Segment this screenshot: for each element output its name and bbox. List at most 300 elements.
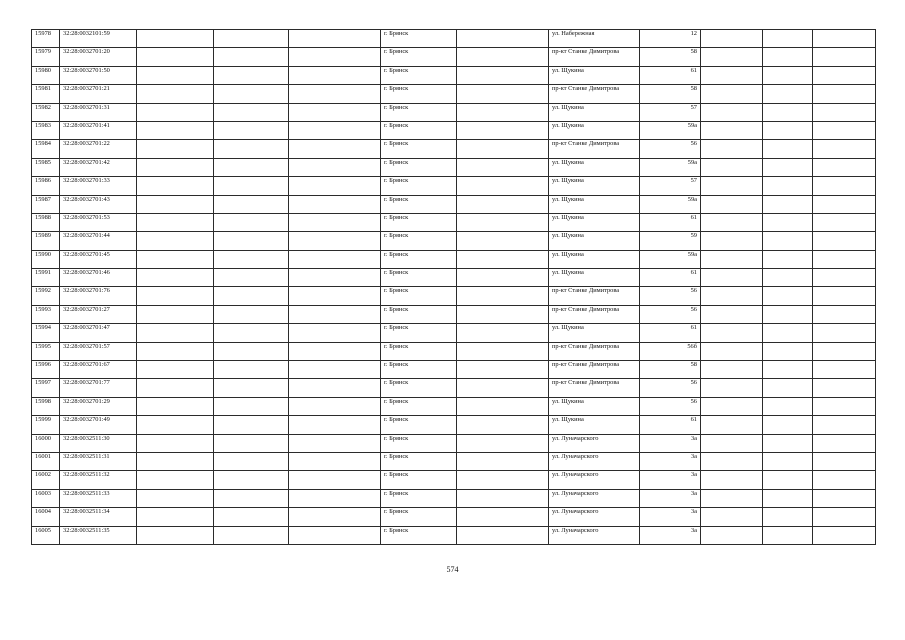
empty-cell (813, 213, 876, 231)
empty-cell (289, 397, 381, 415)
empty-cell (214, 361, 289, 379)
empty-cell (763, 158, 813, 176)
row-number-cell: 15993 (32, 305, 60, 323)
street-cell: ул. Щукина (549, 232, 640, 250)
house-number-cell: 56 (640, 140, 701, 158)
house-number-cell: 12 (640, 30, 701, 48)
city-cell: г. Брянск (381, 471, 457, 489)
cadastral-number-cell: 32:28:0032511:33 (60, 489, 137, 507)
house-number-cell: 56 (640, 305, 701, 323)
empty-cell (137, 30, 214, 48)
table-row (32, 250, 876, 268)
empty-cell (457, 30, 549, 48)
empty-cell (214, 452, 289, 470)
row-number-cell: 15992 (32, 287, 60, 305)
cadastral-number-cell: 32:28:0032701:31 (60, 103, 137, 121)
cadastral-number-cell: 32:28:0032101:59 (60, 30, 137, 48)
row-number-cell: 16003 (32, 489, 60, 507)
table-row (32, 361, 876, 379)
table-row (32, 452, 876, 470)
empty-cell (137, 287, 214, 305)
empty-cell (457, 140, 549, 158)
table-row (32, 232, 876, 250)
empty-cell (137, 177, 214, 195)
cadastral-number-cell: 32:28:0032701:49 (60, 416, 137, 434)
house-number-cell: 58 (640, 48, 701, 66)
table-row (32, 379, 876, 397)
empty-cell (289, 379, 381, 397)
table-row (32, 416, 876, 434)
empty-cell (701, 103, 763, 121)
empty-cell (214, 177, 289, 195)
city-cell: г. Брянск (381, 195, 457, 213)
city-cell: г. Брянск (381, 30, 457, 48)
empty-cell (701, 324, 763, 342)
empty-cell (214, 526, 289, 544)
street-cell: ул. Луначарского (549, 489, 640, 507)
cadastral-number-cell: 32:28:0032511:35 (60, 526, 137, 544)
empty-cell (457, 213, 549, 231)
empty-cell (763, 526, 813, 544)
empty-cell (214, 195, 289, 213)
street-cell: пр-кт Станке Димитрова (549, 85, 640, 103)
row-number-cell: 15989 (32, 232, 60, 250)
empty-cell (214, 287, 289, 305)
empty-cell (137, 324, 214, 342)
city-cell: г. Брянск (381, 324, 457, 342)
empty-cell (457, 287, 549, 305)
empty-cell (813, 342, 876, 360)
cadastral-number-cell: 32:28:0032701:76 (60, 287, 137, 305)
table-body (32, 30, 876, 545)
empty-cell (813, 416, 876, 434)
house-number-cell: 56 (640, 379, 701, 397)
street-cell: пр-кт Станке Димитрова (549, 342, 640, 360)
cadastral-number-cell: 32:28:0032701:42 (60, 158, 137, 176)
row-number-cell: 16004 (32, 508, 60, 526)
house-number-cell: 59а (640, 121, 701, 139)
row-number-cell: 16000 (32, 434, 60, 452)
empty-cell (763, 48, 813, 66)
empty-cell (457, 305, 549, 323)
empty-cell (457, 397, 549, 415)
empty-cell (813, 361, 876, 379)
empty-cell (813, 103, 876, 121)
cadastral-number-cell: 32:28:0032701:29 (60, 397, 137, 415)
street-cell: ул. Щукина (549, 213, 640, 231)
empty-cell (214, 85, 289, 103)
house-number-cell: 57 (640, 103, 701, 121)
table-row (32, 471, 876, 489)
empty-cell (289, 416, 381, 434)
empty-cell (701, 269, 763, 287)
empty-cell (457, 66, 549, 84)
house-number-cell: 61 (640, 416, 701, 434)
empty-cell (457, 177, 549, 195)
table-row (32, 434, 876, 452)
table-row (32, 342, 876, 360)
empty-cell (813, 434, 876, 452)
empty-cell (137, 213, 214, 231)
empty-cell (763, 508, 813, 526)
empty-cell (214, 471, 289, 489)
empty-cell (701, 379, 763, 397)
cadastral-number-cell: 32:28:0032701:27 (60, 305, 137, 323)
cadastral-number-cell: 32:28:0032511:34 (60, 508, 137, 526)
empty-cell (137, 195, 214, 213)
empty-cell (289, 66, 381, 84)
empty-cell (763, 361, 813, 379)
house-number-cell: 56 (640, 287, 701, 305)
city-cell: г. Брянск (381, 213, 457, 231)
empty-cell (701, 140, 763, 158)
empty-cell (813, 66, 876, 84)
house-number-cell: 61 (640, 269, 701, 287)
row-number-cell: 15991 (32, 269, 60, 287)
city-cell: г. Брянск (381, 103, 457, 121)
empty-cell (137, 416, 214, 434)
street-cell: ул. Щукина (549, 397, 640, 415)
empty-cell (813, 195, 876, 213)
empty-cell (137, 452, 214, 470)
row-number-cell: 16002 (32, 471, 60, 489)
row-number-cell: 15990 (32, 250, 60, 268)
street-cell: ул. Щукина (549, 416, 640, 434)
table-row (32, 85, 876, 103)
table-row (32, 140, 876, 158)
city-cell: г. Брянск (381, 305, 457, 323)
empty-cell (289, 489, 381, 507)
street-cell: ул. Щукина (549, 269, 640, 287)
house-number-cell: 59а (640, 158, 701, 176)
city-cell: г. Брянск (381, 158, 457, 176)
empty-cell (701, 213, 763, 231)
house-number-cell: 3а (640, 434, 701, 452)
empty-cell (763, 177, 813, 195)
empty-cell (457, 250, 549, 268)
empty-cell (214, 232, 289, 250)
empty-cell (289, 30, 381, 48)
empty-cell (457, 471, 549, 489)
empty-cell (214, 489, 289, 507)
empty-cell (813, 177, 876, 195)
street-cell: пр-кт Станке Димитрова (549, 361, 640, 379)
empty-cell (289, 121, 381, 139)
empty-cell (137, 434, 214, 452)
city-cell: г. Брянск (381, 452, 457, 470)
row-number-cell: 15999 (32, 416, 60, 434)
row-number-cell: 15988 (32, 213, 60, 231)
street-cell: пр-кт Станке Димитрова (549, 305, 640, 323)
empty-cell (457, 452, 549, 470)
table-row (32, 30, 876, 48)
empty-cell (813, 48, 876, 66)
empty-cell (457, 232, 549, 250)
house-number-cell: 3а (640, 508, 701, 526)
empty-cell (763, 232, 813, 250)
empty-cell (289, 103, 381, 121)
cadastral-number-cell: 32:28:0032701:50 (60, 66, 137, 84)
empty-cell (214, 121, 289, 139)
empty-cell (214, 30, 289, 48)
row-number-cell: 15978 (32, 30, 60, 48)
empty-cell (289, 85, 381, 103)
row-number-cell: 15998 (32, 397, 60, 415)
street-cell: ул. Луначарского (549, 434, 640, 452)
empty-cell (701, 508, 763, 526)
street-cell: ул. Луначарского (549, 526, 640, 544)
empty-cell (289, 48, 381, 66)
empty-cell (701, 471, 763, 489)
empty-cell (137, 232, 214, 250)
cadastral-number-cell: 32:28:0032701:45 (60, 250, 137, 268)
city-cell: г. Брянск (381, 250, 457, 268)
cadastral-number-cell: 32:28:0032701:67 (60, 361, 137, 379)
empty-cell (289, 195, 381, 213)
empty-cell (763, 269, 813, 287)
row-number-cell: 15983 (32, 121, 60, 139)
empty-cell (457, 361, 549, 379)
empty-cell (813, 30, 876, 48)
cadastral-number-cell: 32:28:0032701:41 (60, 121, 137, 139)
row-number-cell: 15994 (32, 324, 60, 342)
row-number-cell: 15997 (32, 379, 60, 397)
table-row (32, 177, 876, 195)
empty-cell (763, 30, 813, 48)
empty-cell (137, 48, 214, 66)
empty-cell (763, 397, 813, 415)
empty-cell (701, 434, 763, 452)
city-cell: г. Брянск (381, 48, 457, 66)
cadastral-number-cell: 32:28:0032511:30 (60, 434, 137, 452)
empty-cell (289, 361, 381, 379)
empty-cell (289, 158, 381, 176)
empty-cell (701, 66, 763, 84)
empty-cell (701, 85, 763, 103)
empty-cell (457, 121, 549, 139)
city-cell: г. Брянск (381, 526, 457, 544)
empty-cell (214, 342, 289, 360)
street-cell: ул. Щукина (549, 177, 640, 195)
empty-cell (763, 121, 813, 139)
empty-cell (701, 526, 763, 544)
table-row (32, 324, 876, 342)
cadastral-number-cell: 32:28:0032701:47 (60, 324, 137, 342)
empty-cell (813, 287, 876, 305)
empty-cell (137, 85, 214, 103)
empty-cell (289, 232, 381, 250)
empty-cell (137, 397, 214, 415)
city-cell: г. Брянск (381, 121, 457, 139)
empty-cell (289, 342, 381, 360)
empty-cell (813, 158, 876, 176)
street-cell: ул. Луначарского (549, 508, 640, 526)
city-cell: г. Брянск (381, 342, 457, 360)
row-number-cell: 16005 (32, 526, 60, 544)
house-number-cell: 3а (640, 471, 701, 489)
house-number-cell: 58 (640, 85, 701, 103)
empty-cell (701, 397, 763, 415)
table-row (32, 48, 876, 66)
empty-cell (813, 85, 876, 103)
cadastral-number-cell: 32:28:0032701:20 (60, 48, 137, 66)
empty-cell (289, 140, 381, 158)
city-cell: г. Брянск (381, 177, 457, 195)
table-row (32, 526, 876, 544)
house-number-cell: 56 (640, 397, 701, 415)
empty-cell (289, 213, 381, 231)
empty-cell (214, 250, 289, 268)
address-table (31, 29, 876, 545)
empty-cell (763, 416, 813, 434)
street-cell: ул. Щукина (549, 195, 640, 213)
cadastral-number-cell: 32:28:0032701:43 (60, 195, 137, 213)
house-number-cell: 56б (640, 342, 701, 360)
empty-cell (137, 140, 214, 158)
row-number-cell: 15980 (32, 66, 60, 84)
empty-cell (457, 324, 549, 342)
empty-cell (813, 397, 876, 415)
house-number-cell: 3а (640, 489, 701, 507)
empty-cell (214, 103, 289, 121)
empty-cell (701, 158, 763, 176)
empty-cell (137, 379, 214, 397)
table-row (32, 213, 876, 231)
empty-cell (214, 324, 289, 342)
empty-cell (763, 324, 813, 342)
table-row (32, 195, 876, 213)
empty-cell (457, 489, 549, 507)
empty-cell (457, 195, 549, 213)
empty-cell (701, 342, 763, 360)
empty-cell (813, 489, 876, 507)
empty-cell (457, 508, 549, 526)
row-number-cell: 16001 (32, 452, 60, 470)
city-cell: г. Брянск (381, 489, 457, 507)
empty-cell (214, 140, 289, 158)
empty-cell (763, 213, 813, 231)
empty-cell (137, 269, 214, 287)
empty-cell (763, 66, 813, 84)
empty-cell (214, 397, 289, 415)
row-number-cell: 15996 (32, 361, 60, 379)
city-cell: г. Брянск (381, 508, 457, 526)
house-number-cell: 61 (640, 324, 701, 342)
empty-cell (137, 158, 214, 176)
empty-cell (289, 287, 381, 305)
city-cell: г. Брянск (381, 397, 457, 415)
row-number-cell: 15995 (32, 342, 60, 360)
house-number-cell: 61 (640, 66, 701, 84)
empty-cell (763, 452, 813, 470)
cadastral-number-cell: 32:28:0032701:77 (60, 379, 137, 397)
empty-cell (701, 452, 763, 470)
empty-cell (763, 489, 813, 507)
empty-cell (289, 250, 381, 268)
house-number-cell: 61 (640, 213, 701, 231)
row-number-cell: 15981 (32, 85, 60, 103)
empty-cell (137, 342, 214, 360)
cadastral-number-cell: 32:28:0032701:22 (60, 140, 137, 158)
city-cell: г. Брянск (381, 66, 457, 84)
row-number-cell: 15986 (32, 177, 60, 195)
empty-cell (214, 305, 289, 323)
empty-cell (763, 103, 813, 121)
street-cell: пр-кт Станке Димитрова (549, 287, 640, 305)
empty-cell (701, 287, 763, 305)
table-row (32, 158, 876, 176)
street-cell: ул. Луначарского (549, 452, 640, 470)
cadastral-number-cell: 32:28:0032701:21 (60, 85, 137, 103)
cadastral-number-cell: 32:28:0032701:53 (60, 213, 137, 231)
house-number-cell: 57 (640, 177, 701, 195)
empty-cell (701, 232, 763, 250)
empty-cell (214, 508, 289, 526)
row-number-cell: 15985 (32, 158, 60, 176)
empty-cell (813, 121, 876, 139)
empty-cell (214, 269, 289, 287)
empty-cell (813, 471, 876, 489)
empty-cell (214, 158, 289, 176)
empty-cell (289, 324, 381, 342)
empty-cell (457, 434, 549, 452)
cadastral-number-cell: 32:28:0032511:32 (60, 471, 137, 489)
table-row (32, 121, 876, 139)
row-number-cell: 15987 (32, 195, 60, 213)
city-cell: г. Брянск (381, 140, 457, 158)
house-number-cell: 59а (640, 250, 701, 268)
empty-cell (701, 48, 763, 66)
cadastral-number-cell: 32:28:0032701:46 (60, 269, 137, 287)
street-cell: ул. Щукина (549, 324, 640, 342)
empty-cell (457, 416, 549, 434)
cadastral-number-cell: 32:28:0032511:31 (60, 452, 137, 470)
empty-cell (214, 213, 289, 231)
row-number-cell: 15979 (32, 48, 60, 66)
table-row (32, 305, 876, 323)
city-cell: г. Брянск (381, 434, 457, 452)
empty-cell (701, 177, 763, 195)
empty-cell (763, 140, 813, 158)
empty-cell (214, 379, 289, 397)
empty-cell (763, 195, 813, 213)
empty-cell (813, 508, 876, 526)
empty-cell (289, 434, 381, 452)
empty-cell (701, 30, 763, 48)
row-number-cell: 15982 (32, 103, 60, 121)
empty-cell (763, 287, 813, 305)
empty-cell (701, 250, 763, 268)
empty-cell (457, 342, 549, 360)
page-number: 574 (446, 565, 459, 574)
empty-cell (813, 140, 876, 158)
empty-cell (813, 452, 876, 470)
street-cell: ул. Щукина (549, 103, 640, 121)
street-cell: пр-кт Станке Димитрова (549, 48, 640, 66)
empty-cell (813, 305, 876, 323)
empty-cell (289, 508, 381, 526)
empty-cell (763, 379, 813, 397)
empty-cell (214, 434, 289, 452)
city-cell: г. Брянск (381, 416, 457, 434)
street-cell: ул. Щукина (549, 66, 640, 84)
table-row (32, 287, 876, 305)
city-cell: г. Брянск (381, 85, 457, 103)
empty-cell (137, 526, 214, 544)
cadastral-number-cell: 32:28:0032701:57 (60, 342, 137, 360)
empty-cell (457, 158, 549, 176)
street-cell: пр-кт Станке Димитрова (549, 140, 640, 158)
